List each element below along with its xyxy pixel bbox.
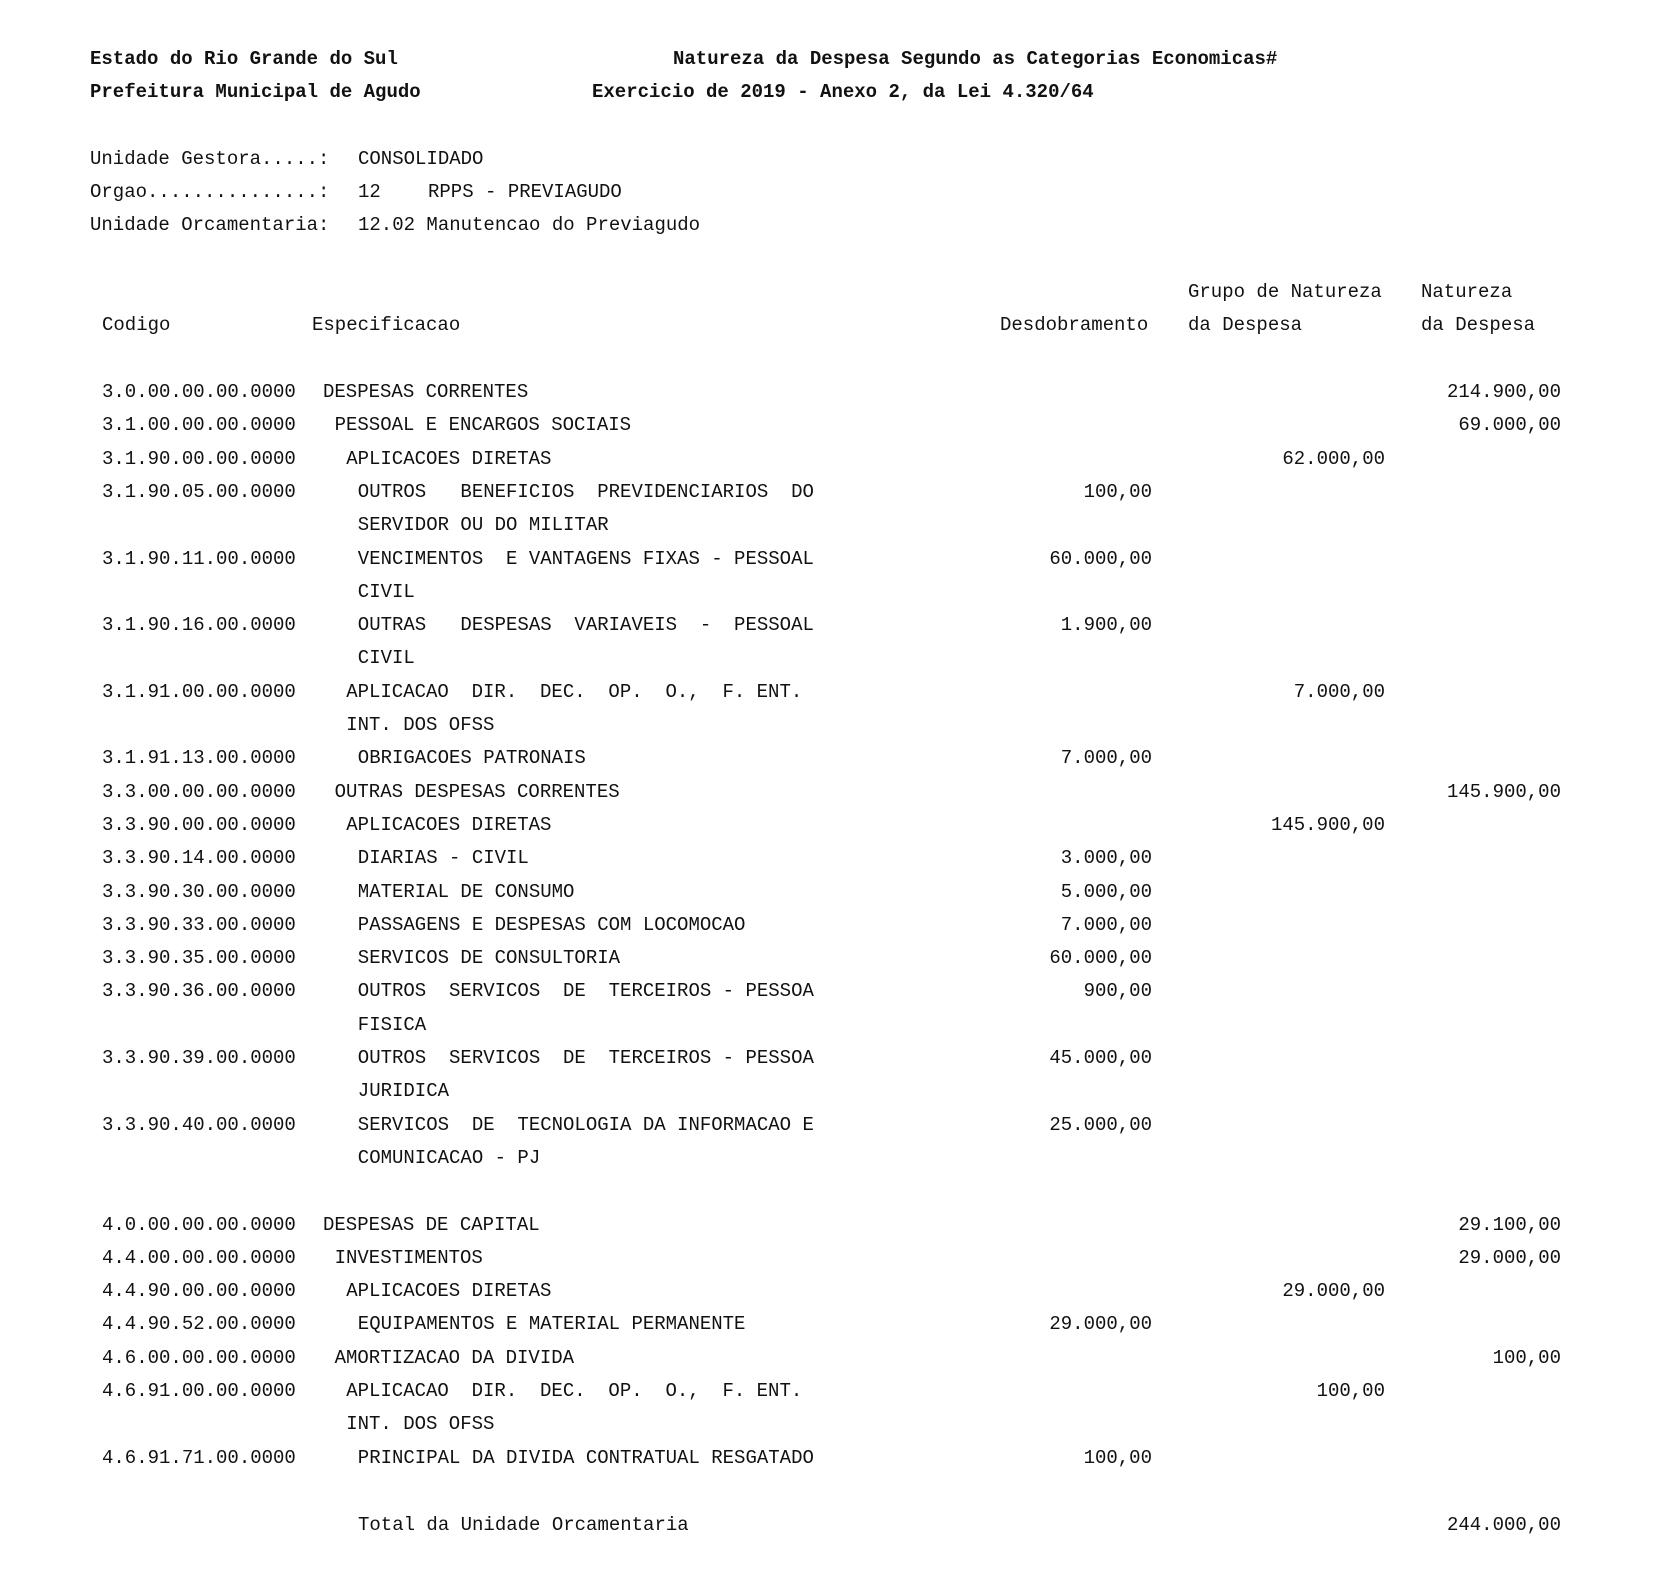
row-description: INVESTIMENTOS [334, 1246, 483, 1269]
row-natureza-despesa: 69.000,00 [1458, 414, 1561, 437]
col-header-codigo: Codigo [102, 314, 171, 336]
row-description: INT. DOS OFSS [346, 1413, 495, 1436]
municipality-name: Prefeitura Municipal de Agudo [90, 81, 421, 103]
row-desdobramento: 7.000,00 [1060, 913, 1152, 936]
row-grupo-natureza: 62.000,00 [1282, 447, 1385, 470]
row-natureza-despesa: 29.100,00 [1458, 1213, 1561, 1236]
row-natureza-despesa: 145.900,00 [1446, 780, 1561, 803]
row-code: 3.1.90.16.00.0000 [102, 614, 296, 637]
row-grupo-natureza: 100,00 [1316, 1380, 1385, 1402]
row-description: OUTRAS DESPESAS CORRENTES [334, 780, 620, 803]
row-code: 4.4.00.00.00.0000 [102, 1246, 296, 1269]
row-code: 3.1.90.00.00.0000 [102, 447, 296, 470]
row-code: 4.0.00.00.00.0000 [102, 1213, 296, 1236]
row-code: 3.0.00.00.00.0000 [102, 381, 296, 403]
row-code: 3.3.90.14.00.0000 [102, 847, 296, 870]
row-description: APLICACOES DIRETAS [346, 1280, 552, 1303]
row-description: INT. DOS OFSS [346, 714, 495, 736]
row-description: OUTRAS DESPESAS VARIAVEIS - PESSOAL [357, 614, 814, 637]
row-description: FISICA [357, 1013, 427, 1036]
col-header-natureza-line2: da Despesa [1421, 314, 1536, 336]
col-header-natureza-line1: Natureza [1421, 281, 1513, 303]
row-description: AMORTIZACAO DA DIVIDA [334, 1346, 575, 1369]
col-header-grupo-line1: Grupo de Natureza [1188, 281, 1382, 303]
row-code: 3.1.90.05.00.0000 [102, 480, 296, 503]
unidade-gestora-value: CONSOLIDADO [358, 148, 484, 170]
row-code: 3.1.91.13.00.0000 [102, 747, 296, 770]
row-description: PRINCIPAL DA DIVIDA CONTRATUAL RESGATADO [357, 1446, 814, 1469]
row-desdobramento: 1.900,00 [1060, 614, 1152, 637]
row-natureza-despesa: 214.900,00 [1446, 381, 1561, 403]
row-grupo-natureza: 7.000,00 [1293, 680, 1385, 703]
row-description: DESPESAS CORRENTES [323, 381, 529, 403]
row-code: 3.3.90.36.00.0000 [102, 980, 296, 1003]
row-desdobramento: 5.000,00 [1060, 880, 1152, 903]
row-description: OBRIGACOES PATRONAIS [357, 747, 586, 770]
row-code: 4.6.91.71.00.0000 [102, 1446, 296, 1469]
row-desdobramento: 100,00 [1083, 480, 1152, 503]
total-value: 244.000,00 [1446, 1514, 1561, 1536]
row-description: PASSAGENS E DESPESAS COM LOCOMOCAO [357, 913, 746, 936]
row-code: 3.3.00.00.00.0000 [102, 780, 296, 803]
row-desdobramento: 3.000,00 [1060, 847, 1152, 870]
row-desdobramento: 29.000,00 [1049, 1313, 1152, 1336]
orgao-name: RPPS - PREVIAGUDO [428, 181, 622, 203]
row-description: SERVICOS DE CONSULTORIA [357, 947, 621, 970]
row-description: APLICACAO DIR. DEC. OP. O., F. ENT. [346, 1380, 803, 1402]
row-description: EQUIPAMENTOS E MATERIAL PERMANENTE [357, 1313, 746, 1336]
row-code: 4.6.91.00.00.0000 [102, 1380, 296, 1402]
row-desdobramento: 60.000,00 [1049, 547, 1152, 570]
row-description: MATERIAL DE CONSUMO [357, 880, 575, 903]
row-code: 3.3.90.35.00.0000 [102, 947, 296, 970]
row-description: OUTROS SERVICOS DE TERCEIROS - PESSOA [357, 1047, 814, 1069]
row-grupo-natureza: 29.000,00 [1282, 1280, 1385, 1303]
report-title: Natureza da Despesa Segundo as Categorias Economicas# [673, 48, 1278, 70]
row-description: JURIDICA [357, 1080, 450, 1103]
row-code: 4.6.00.00.00.0000 [102, 1346, 296, 1369]
row-code: 4.4.90.00.00.0000 [102, 1280, 296, 1303]
row-code: 3.3.90.30.00.0000 [102, 880, 296, 903]
row-desdobramento: 25.000,00 [1049, 1113, 1152, 1136]
row-description: PESSOAL E ENCARGOS SOCIAIS [334, 414, 632, 437]
row-description: DIARIAS - CIVIL [357, 847, 529, 870]
row-natureza-despesa: 100,00 [1492, 1346, 1561, 1369]
orgao-label: Orgao...............: [90, 181, 330, 203]
state-name: Estado do Rio Grande do Sul [90, 48, 398, 70]
row-description: OUTROS SERVICOS DE TERCEIROS - PESSOA [357, 980, 814, 1003]
unidade-gestora-label: Unidade Gestora.....: [90, 148, 330, 170]
row-code: 3.3.90.39.00.0000 [102, 1047, 296, 1069]
unidade-orcamentaria-label: Unidade Orcamentaria: [90, 214, 330, 236]
row-desdobramento: 45.000,00 [1049, 1047, 1152, 1069]
row-description: SERVICOS DE TECNOLOGIA DA INFORMACAO E [357, 1113, 814, 1136]
row-code: 3.1.91.00.00.0000 [102, 680, 296, 703]
orgao-code: 12 [358, 181, 381, 203]
col-header-grupo-line2: da Despesa [1188, 314, 1303, 336]
row-desdobramento: 100,00 [1083, 1446, 1152, 1469]
row-code: 3.3.90.33.00.0000 [102, 913, 296, 936]
row-grupo-natureza: 145.900,00 [1270, 813, 1385, 836]
row-description: CIVIL [357, 580, 415, 603]
col-header-desdobramento: Desdobramento [1000, 314, 1149, 336]
row-code: 4.4.90.52.00.0000 [102, 1313, 296, 1336]
row-desdobramento: 60.000,00 [1049, 947, 1152, 970]
row-description: APLICACAO DIR. DEC. OP. O., F. ENT. [346, 680, 803, 703]
row-description: DESPESAS DE CAPITAL [323, 1213, 540, 1236]
row-description: APLICACOES DIRETAS [346, 447, 552, 470]
row-desdobramento: 7.000,00 [1060, 747, 1152, 770]
row-description: OUTROS BENEFICIOS PREVIDENCIARIOS DO [357, 480, 814, 503]
row-code: 3.3.90.40.00.0000 [102, 1113, 296, 1136]
row-description: APLICACOES DIRETAS [346, 813, 552, 836]
row-code: 3.1.90.11.00.0000 [102, 547, 296, 570]
row-description: VENCIMENTOS E VANTAGENS FIXAS - PESSOAL [357, 547, 814, 570]
report-subtitle: Exercicio de 2019 - Anexo 2, da Lei 4.320/64 [592, 81, 1094, 103]
row-desdobramento: 900,00 [1083, 980, 1152, 1003]
row-description: SERVIDOR OU DO MILITAR [357, 514, 609, 537]
col-header-especificacao: Especificacao [312, 314, 461, 336]
row-description: COMUNICACAO - PJ [357, 1146, 541, 1169]
total-label: Total da Unidade Orcamentaria [358, 1514, 689, 1536]
row-description: CIVIL [357, 647, 415, 670]
row-natureza-despesa: 29.000,00 [1458, 1246, 1561, 1269]
row-code: 3.1.00.00.00.0000 [102, 414, 296, 437]
row-code: 3.3.90.00.00.0000 [102, 813, 296, 836]
unidade-orcamentaria-value: 12.02 Manutencao do Previagudo [358, 214, 701, 236]
